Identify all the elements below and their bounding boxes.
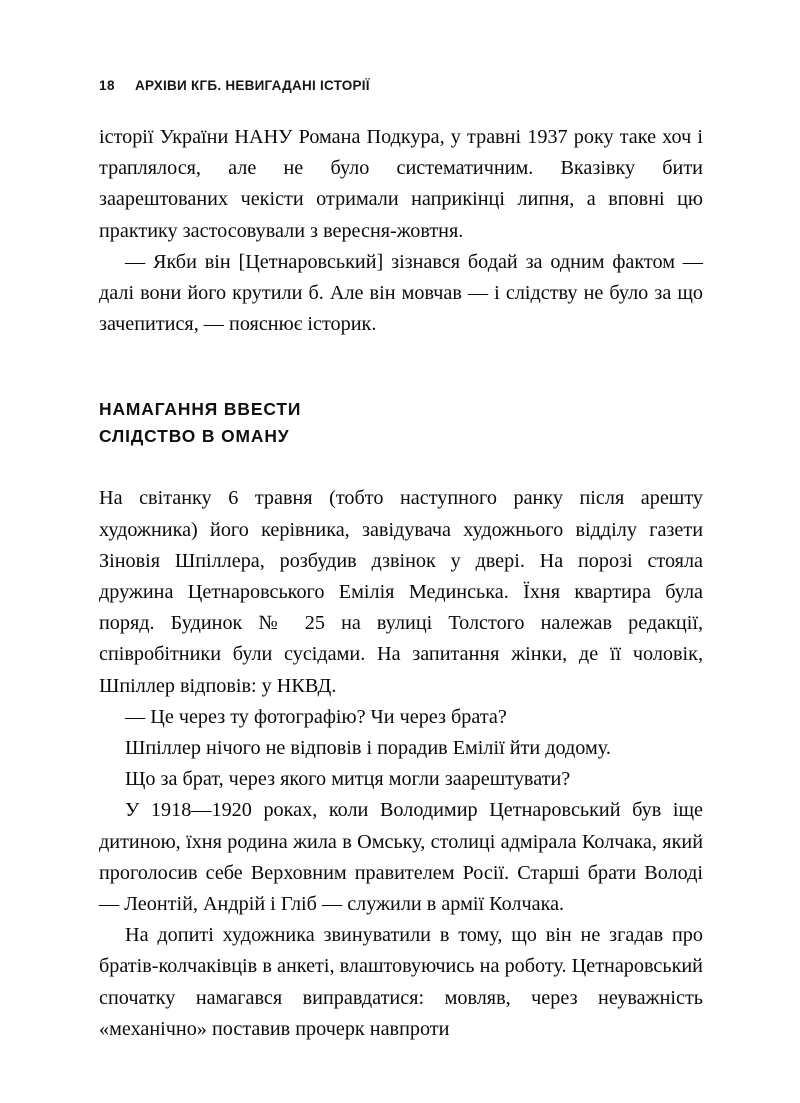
heading-space-below bbox=[99, 450, 703, 483]
paragraph-which-brother: Що за брат, через якого митця могли заарештувати? bbox=[125, 768, 571, 791]
section-heading-line-2: СЛІДСТВО В ОМАНУ bbox=[99, 426, 290, 447]
paragraph-omsk-kolchak: У 1918—1920 роках, коли Володимир Цетнаровський був іще дитиною, їхня родина жила в Омську, столиці адмірала Колчака, який проголосив себе Верховним правителем Росії. Старші брати Володі — Леонтій, Андрій і Гліб — служили в армії Колчака. bbox=[99, 799, 703, 916]
text-column bbox=[99, 122, 703, 1045]
page-number: 18 bbox=[99, 78, 116, 93]
section-heading bbox=[99, 396, 703, 450]
paragraph-dawn-visit: На світанку 6 травня (тобто наступного ранку після арешту художника) його керівника, завідувача художнього відділу газети Зіновія Шпіллера, розбудив дзвінок у двері. На порозі стояла дружина Цетнаровського Емілія Мединська. Їхня квартира була поряд. Будинок № 25 на вулиці Толстого належав редакції, співробітники були сусідами. На запитання жінки, де її чоловік, Шпіллер відповів: у НКВД. bbox=[99, 487, 703, 697]
paragraph-quote-historian: — Якби він [Цетнаровський] зізнався бодай за одним фактом — далі вони його крутили б. Але він мовчав — і слідству не було за що зачепитися, — пояснює історик. bbox=[99, 250, 703, 336]
paragraph-continuation: історії України НАНУ Романа Подкура, у травні 1937 року таке хоч і траплялося, але не було систематичним. Вказівку бити заарештованих чекісти отримали наприкінці липня, а вповні цю практику застосовували з вересня-жовтня. bbox=[99, 126, 703, 242]
paragraph-interrogation: На допиті художника звинуватили в тому, що він не згадав про братів-колчаківців в анкеті, влаштовуючись на роботу. Цетнаровський спочатку намагався виправдатися: мовляв, через неуважність «механічно» поставив прочерк навпроти bbox=[99, 924, 703, 1040]
running-head bbox=[99, 78, 703, 93]
heading-space-above bbox=[99, 340, 703, 396]
paragraph-shpiller-silent: Шпіллер нічого не відповів і порадив Емілії йти додому. bbox=[125, 737, 611, 760]
paragraph-question-photo: — Це через ту фотографію? Чи через брата? bbox=[125, 705, 507, 728]
section-heading-line-1: НАМАГАННЯ ВВЕСТИ bbox=[99, 399, 302, 420]
running-head-title: АРХІВИ КГБ. НЕВИГАДАНІ ІСТОРІЇ bbox=[135, 78, 370, 93]
